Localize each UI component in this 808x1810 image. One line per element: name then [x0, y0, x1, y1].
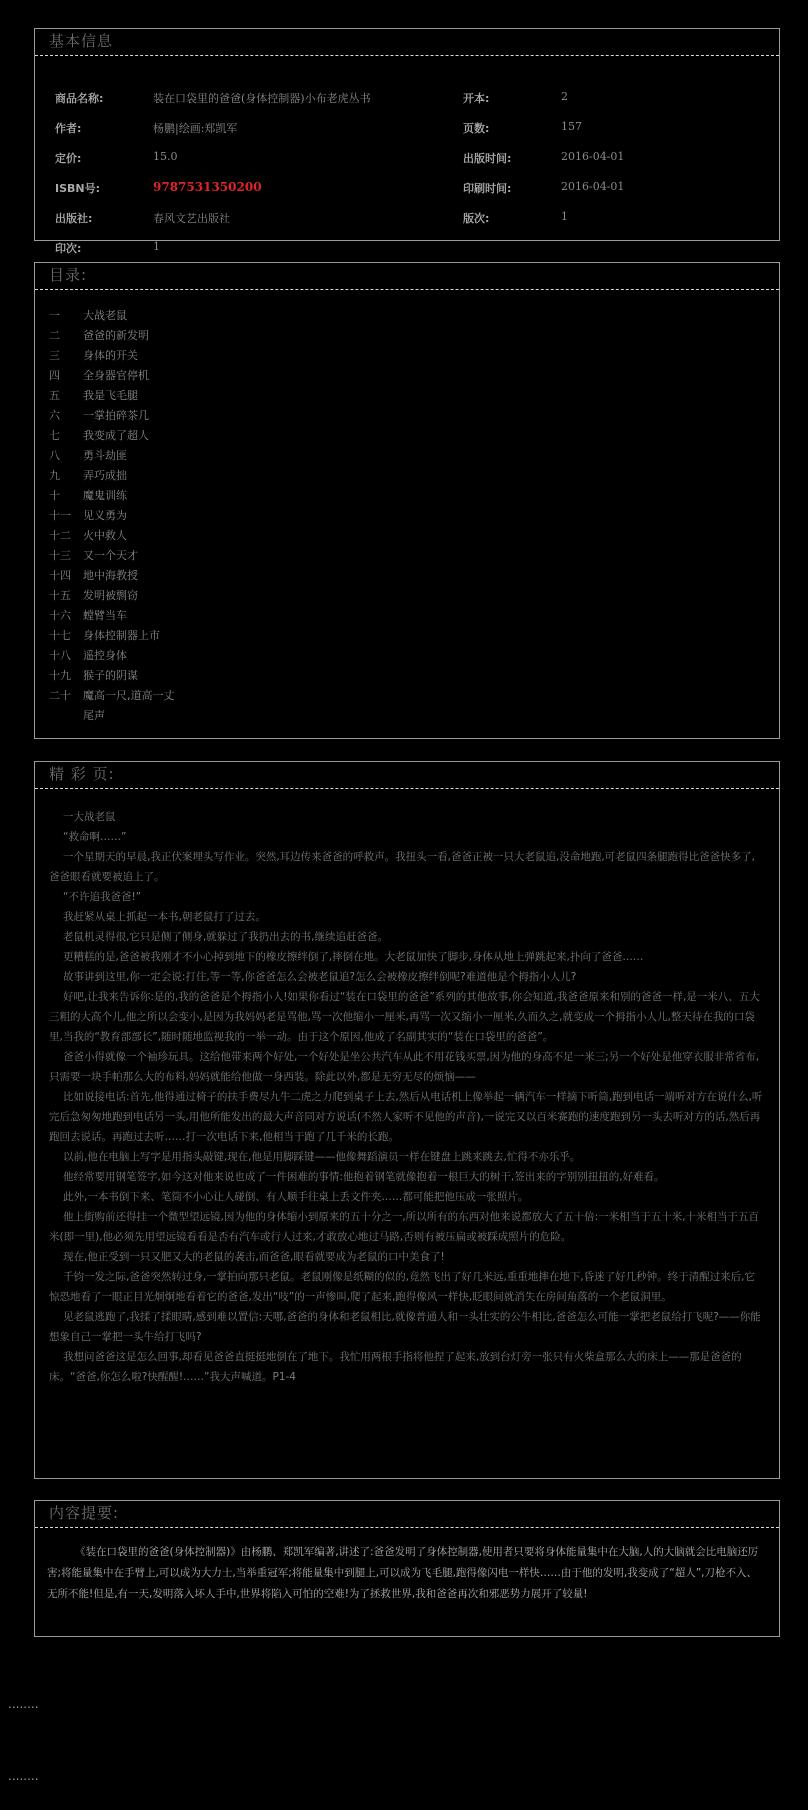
pages-value: 157: [561, 120, 582, 133]
toc-item: [49, 466, 779, 486]
preview-paragraph: 千钧一发之际,爸爸突然转过身,一掌拍向那只老鼠。老鼠刚像是纸糊的似的,竟然飞出了好几米远,重重地摔在地下,昏迷了好几秒钟。终于清醒过来后,它惊恐地看了一眼正目光炯炯地看着它的爸爸,发出“吱”的一声惨叫,爬了起来,跑得像风一样快,眨眼间就消失在房间角落的一个老鼠洞里。: [49, 1271, 756, 1303]
info-row: [35, 210, 779, 230]
toc-item-title: 身体控制器上市: [83, 629, 160, 642]
toc-item-number: 十一: [49, 509, 71, 522]
preview-title: 精 彩 页:: [35, 762, 779, 789]
basic-info-title: 基本信息: [35, 29, 779, 56]
preview-body: [35, 789, 779, 1387]
publish-date-label: 出版时间:: [463, 152, 512, 165]
preview-paragraph: 现在,他正受到一只又肥又大的老鼠的袭击,而爸爸,眼看就要成为老鼠的口中美食了!: [63, 1251, 445, 1263]
toc-item-title: 爸爸的新发明: [83, 329, 149, 342]
preview-paragraph: 他上街购前还得挂一个微型望远镜,因为他的身体缩小到原来的五十分之一,所以所有的东西对他来说都放大了五十倍:一米相当于五十米,十米相当于五百米(即一里),他必须先用望远镜看看是否有汽车或行人过来,才敢放心地过马路,否则有被压扁或被踩成照片的危险。: [49, 1211, 760, 1243]
toc-item: [49, 506, 779, 526]
toc-item-title: 魔高一尺,道高一丈: [83, 689, 175, 702]
preview-paragraph: “救命啊……”: [63, 831, 127, 843]
format-value: 2: [561, 90, 568, 103]
author-label: 作者:: [55, 122, 82, 135]
toc-item-title: 勇斗劫匪: [83, 449, 127, 462]
toc-item-title: 又一个天才: [83, 549, 138, 562]
toc-item-title: 螳臂当车: [83, 609, 127, 622]
toc-item-title: 遥控身体: [83, 649, 127, 662]
toc-item-number: 一: [49, 309, 60, 322]
toc-item-title: 猴子的阴谋: [83, 669, 138, 682]
impression-label: 印次:: [55, 242, 82, 255]
toc-item: [49, 606, 779, 626]
info-row: [35, 90, 779, 110]
toc-item-title: 发明被剽窃: [83, 589, 138, 602]
preview-paragraph: 以前,他在电脑上写字是用指头敲键,现在,他是用脚踩键——他像舞蹈演员一样在键盘上跳来跳去,忙得不亦乐乎。: [63, 1151, 581, 1163]
isbn-value: 9787531350200: [153, 180, 262, 194]
summary-text: 《装在口袋里的爸爸(身体控制器)》由杨鹏、郑凯军编著,讲述了:爸爸发明了身体控制器,使用者只要将身体能量集中在大脑,人的大脑就会比电脑还厉害;将能量集中在手臂上,可以成为大力士,当举重冠军;将能量集中到腿上,可以成为飞毛腿,跑得像闪电一样快……由于他的发明,我变成了“超人”,刀枪不入、无所不能!但是,有一天,发明落入坏人手中,世界将陷入可怕的空难!为了拯救世界,我和爸爸再次和邪恶势力展开了较量!: [47, 1546, 759, 1600]
toc-item: [49, 686, 779, 706]
toc-item-number: 十四: [49, 569, 71, 582]
toc-item-number: 九: [49, 469, 60, 482]
toc-item: [49, 426, 779, 446]
toc-item-number: 十: [49, 489, 60, 502]
isbn-label: ISBN号:: [55, 182, 101, 195]
toc-item: [49, 326, 779, 346]
preview-paragraph: 故事讲到这里,你一定会说:打住,等一等,你爸爸怎么会被老鼠追?怎么会被橡皮擦绊倒呢?难道他是个拇指小人儿?: [63, 971, 577, 983]
toc-item: [49, 546, 779, 566]
toc-panel: [34, 262, 780, 739]
impression-value: 1: [153, 240, 160, 253]
info-row: [35, 150, 779, 170]
publisher-label: 出版社:: [55, 212, 93, 225]
info-row: [35, 240, 779, 260]
summary-panel: [34, 1500, 780, 1637]
toc-item: [49, 566, 779, 586]
edition-value: 1: [561, 210, 568, 223]
toc-list: [35, 290, 779, 726]
print-date-value: 2016-04-01: [561, 180, 625, 193]
price-value: 15.0: [153, 150, 178, 163]
info-row: [35, 180, 779, 200]
preview-paragraph: 我赶紧从桌上抓起一本书,朝老鼠打了过去。: [63, 911, 266, 923]
summary-body: [35, 1528, 779, 1605]
ellipsis-separator: ........: [8, 1769, 39, 1783]
format-label: 开本:: [463, 92, 490, 105]
toc-item-title: 火中救人: [83, 529, 127, 542]
ellipsis-separator: ........: [8, 1697, 39, 1711]
preview-paragraph: 老鼠机灵得很,它只是侧了侧身,就躲过了我扔出去的书,继续追赶爸爸。: [63, 931, 389, 943]
preview-paragraph: 他经常要用钢笔签字,如今这对他来说也成了一件困难的事情:他抱着钢笔就像抱着一根巨大的树干,签出来的字别别扭扭的,好难看。: [63, 1171, 665, 1183]
print-date-label: 印刷时间:: [463, 182, 512, 195]
toc-item-title: 大战老鼠: [83, 309, 127, 322]
toc-item-number: 十七: [49, 629, 71, 642]
preview-paragraph: 此外,一本书倒下来、笔筒不小心让人碰倒、有人顺手往桌上丢文件夹……都可能把他压成一张照片。: [63, 1191, 529, 1203]
toc-item: [49, 306, 779, 326]
toc-item-number: 十九: [49, 669, 71, 682]
toc-item-number: 二: [49, 329, 60, 342]
toc-item-title: 弄巧成拙: [83, 469, 127, 482]
toc-item: [49, 666, 779, 686]
basic-info-panel: [34, 28, 780, 255]
toc-item: [49, 386, 779, 406]
toc-item: [49, 406, 779, 426]
toc-item-title: 一掌拍碎茶几: [83, 409, 149, 422]
preview-paragraph: 更糟糕的是,爸爸被我刚才不小心掉到地下的橡皮擦绊倒了,摔倒在地。大老鼠加快了脚步,身体从地上弹跳起来,扑向了爸爸……: [63, 951, 644, 963]
toc-item-title: 我变成了超人: [83, 429, 149, 442]
summary-title: 内容提要:: [35, 1501, 779, 1528]
toc-item-number: 十八: [49, 649, 71, 662]
preview-paragraph: 一个星期天的早晨,我正伏案埋头写作业。突然,耳边传来爸爸的呼救声。我扭头一看,爸爸正被一只大老鼠追,没命地跑,可老鼠四条腿跑得比爸爸快多了,爸爸眼看就要被追上了。: [49, 851, 756, 883]
toc-item-number: 三: [49, 349, 60, 362]
toc-item: [49, 486, 779, 506]
toc-item-title: 身体的开关: [83, 349, 138, 362]
toc-item: [49, 706, 779, 726]
preview-paragraph: 见老鼠逃跑了,我揉了揉眼睛,感到难以置信:天哪,爸爸的身体和老鼠相比,就像普通人和一头壮实的公牛相比,爸爸怎么可能一掌把老鼠给打飞呢?——你能想象自己一掌把一头牛给打飞吗?: [49, 1311, 761, 1343]
product-name-value: 装在口袋里的爸爸(身体控制器)小布老虎丛书: [153, 92, 371, 105]
toc-item-number: 十三: [49, 549, 71, 562]
preview-paragraph: “不许追我爸爸!”: [63, 891, 142, 903]
edition-label: 版次:: [463, 212, 490, 225]
toc-item-title: 我是飞毛腿: [83, 389, 138, 402]
publish-date-value: 2016-04-01: [561, 150, 625, 163]
toc-item-number: 四: [49, 369, 60, 382]
toc-item: [49, 346, 779, 366]
toc-item: [49, 586, 779, 606]
toc-item: [49, 626, 779, 646]
preview-panel: [34, 761, 780, 1479]
toc-item-number: 五: [49, 389, 60, 402]
toc-item: [49, 446, 779, 466]
toc-item: [49, 366, 779, 386]
toc-item-number: 十五: [49, 589, 71, 602]
toc-item: [49, 526, 779, 546]
toc-item: [49, 646, 779, 666]
info-row: [35, 120, 779, 140]
toc-item-title: 地中海教授: [83, 569, 138, 582]
product-name-label: 商品名称:: [55, 92, 104, 105]
toc-item-number: 六: [49, 409, 60, 422]
preview-paragraph: 比如说接电话:首先,他得通过椅子的扶手费尽九牛二虎之力爬到桌子上去,然后从电话机上像举起一辆汽车一样摘下听筒,跑到电话一端听对方在说什么,听完后急匆匆地跑到电话另一头,用他所能发出的最大声音同对方说话(不然人家听不见他的声音),一说完又以百米赛跑的速度跑到另一头去听对方的话,然后再跑回去说话。再跑过去听……打一次电话下来,他相当于跑了几千米的长跑。: [49, 1091, 763, 1143]
toc-item-title: 魔鬼训练: [83, 489, 127, 502]
preview-paragraph: 我想问爸爸这是怎么回事,却看见爸爸直挺挺地倒在了地下。我忙用两根手指将他捏了起来,放到台灯旁一张只有火柴盒那么大的床上——那是爸爸的床。“爸爸,你怎么啦?快醒醒!……”我大声喊道。P1-4: [49, 1351, 742, 1383]
toc-title: 目录:: [35, 263, 779, 290]
author-value: 杨鹏|绘画:郑凯军: [153, 122, 238, 135]
toc-item-number: 十六: [49, 609, 71, 622]
preview-paragraph: 好吧,让我来告诉你:是的,我的爸爸是个拇指小人!如果你看过“装在口袋里的爸爸”系列的其他故事,你会知道,我爸爸原来和别的爸爸一样,是一米八、五大三粗的大高个儿,他之所以会变小,是因为我妈妈老是骂他,骂一次他缩小一厘米,再骂一次又缩小一厘米,久而久之,就变成一个拇指小人儿,整天待在我的口袋里,当我的“教育部部长”,随时随地监视我的一举一动。由于这个原因,他成了名副其实的“装在口袋里的爸爸”。: [49, 991, 760, 1043]
price-label: 定价:: [55, 152, 82, 165]
pages-label: 页数:: [463, 122, 490, 135]
toc-item-number: 十二: [49, 529, 71, 542]
preview-paragraph: 一大战老鼠: [63, 811, 116, 823]
toc-item-number: 八: [49, 449, 60, 462]
toc-item-number: 二十: [49, 689, 71, 702]
toc-item-number: 七: [49, 429, 60, 442]
publisher-value: 春风文艺出版社: [153, 212, 230, 225]
toc-item-title: 全身器官停机: [83, 369, 149, 382]
toc-item-title: 见义勇为: [83, 509, 127, 522]
toc-item-title: 尾声: [83, 709, 105, 722]
preview-paragraph: 爸爸小得就像一个袖珍玩具。这给他带来两个好处,一个好处是坐公共汽车从此不用花钱买票,因为他的身高不足一米三;另一个好处是他穿衣服非常省布,只需要一块手帕那么大的布料,妈妈就能给他做一身西装。除此以外,都是无穷无尽的烦恼——: [49, 1051, 760, 1083]
